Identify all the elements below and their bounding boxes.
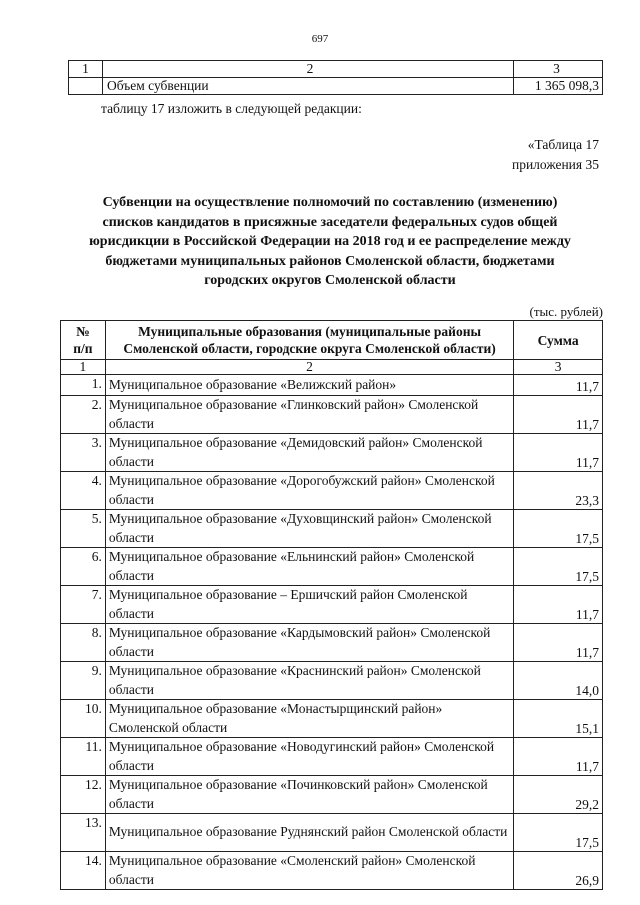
row-municipality: Муниципальное образование «Смоленский район» Смоленской области [105, 852, 513, 890]
row-sum: 17,5 [514, 510, 603, 548]
table-row [61, 662, 603, 700]
column-index-2: 2 [105, 360, 513, 375]
row-number: 8. [61, 624, 106, 662]
row-municipality: Муниципальное образование «Кардымовский район» Смоленской области [105, 624, 513, 662]
header-col-2: 2 [103, 61, 514, 78]
continued-table-row [69, 78, 603, 95]
row-number: 9. [61, 662, 106, 700]
empty-cell [69, 78, 103, 95]
table-row [61, 375, 603, 396]
row-sum: 11,7 [514, 624, 603, 662]
row-municipality: Муниципальное образование «Духовщинский район» Смоленской области [105, 510, 513, 548]
row-number: 6. [61, 548, 106, 586]
subvention-volume-label: Объем субвенции [103, 78, 514, 95]
page-number: 697 [311, 33, 329, 45]
table-row [61, 396, 603, 434]
header-municipality-line1: Муниципальные образования (муниципальные районы [138, 324, 482, 339]
row-sum: 15,1 [514, 700, 603, 738]
row-sum: 11,7 [514, 434, 603, 472]
table-row [61, 586, 603, 624]
title-line: бюджетами муниципальных районов Смоленской области, бюджетами [105, 253, 555, 269]
header-sum: Сумма [514, 321, 603, 360]
table-row [61, 814, 603, 852]
table-row [61, 548, 603, 586]
row-number: 14. [61, 852, 106, 890]
table-header-row [61, 321, 603, 360]
row-number: 7. [61, 586, 106, 624]
continued-table [68, 60, 603, 95]
title-line: списков кандидатов в присяжные заседатели федеральных судов общей [102, 214, 558, 230]
row-number: 10. [61, 700, 106, 738]
header-col-1: 1 [69, 61, 103, 78]
appendix-reference: приложения 35 [511, 157, 599, 172]
row-number: 4. [61, 472, 106, 510]
table-reference: «Таблица 17 [527, 137, 599, 152]
table-row [61, 776, 603, 814]
document-title [60, 193, 600, 291]
row-sum: 11,7 [514, 396, 603, 434]
table-row [61, 472, 603, 510]
row-sum: 14,0 [514, 662, 603, 700]
row-sum: 17,5 [514, 548, 603, 586]
title-line: Субвенции на осуществление полномочий по составлению (изменению) [102, 195, 558, 210]
row-number: 11. [61, 738, 106, 776]
title-line: юрисдикции в Российской Федерации на 2018 год и ее распределение между [89, 234, 571, 249]
row-municipality: Муниципальное образование «Демидовский район» Смоленской области [105, 434, 513, 472]
column-index-1: 1 [61, 360, 106, 375]
row-sum: 29,2 [514, 776, 603, 814]
row-municipality: Муниципальное образование «Велижский район» [105, 375, 513, 396]
row-number: 5. [61, 510, 106, 548]
title-line: городских округов Смоленской области [204, 273, 456, 288]
row-municipality: Муниципальное образование «Починковский район» Смоленской области [105, 776, 513, 814]
row-municipality: Муниципальное образование «Краснинский район» Смоленской области [105, 662, 513, 700]
header-municipality-line2: Смоленской области, городские округа Смоленской области) [123, 341, 496, 356]
row-number: 1. [61, 375, 106, 396]
row-sum: 23,3 [514, 472, 603, 510]
table-row [61, 738, 603, 776]
units-label: (тыс. рублей) [529, 304, 603, 319]
table-row [61, 624, 603, 662]
row-municipality: Муниципальное образование «Новодугинский район» Смоленской области [105, 738, 513, 776]
row-number: 2. [61, 396, 106, 434]
table-row [61, 700, 603, 738]
column-index-row [61, 360, 603, 375]
row-municipality: Муниципальное образование «Глинковский район» Смоленской области [105, 396, 513, 434]
column-index-3: 3 [514, 360, 603, 375]
row-number: 3. [61, 434, 106, 472]
row-municipality: Муниципальное образование – Ершичский район Смоленской области [105, 586, 513, 624]
subvention-volume-value: 1 365 098,3 [514, 78, 603, 95]
header-col-3: 3 [514, 61, 603, 78]
intro-text: таблицу 17 изложить в следующей редакции: [101, 101, 362, 116]
row-number: 13. [61, 814, 106, 852]
header-number-line2: п/п [73, 341, 93, 356]
row-sum: 11,7 [514, 586, 603, 624]
row-municipality: Муниципальное образование «Дорогобужский район» Смоленской области [105, 472, 513, 510]
continued-table-header [69, 61, 603, 78]
header-number [61, 321, 106, 360]
row-municipality: Муниципальное образование Руднянский район Смоленской области [105, 814, 513, 852]
row-sum: 11,7 [514, 375, 603, 396]
header-municipality [105, 321, 513, 360]
header-number-line1: № [76, 324, 90, 339]
table-row [61, 434, 603, 472]
subventions-table [60, 320, 603, 890]
row-municipality: Муниципальное образование «Ельнинский район» Смоленской области [105, 548, 513, 586]
row-municipality: Муниципальное образование «Монастырщинский район» Смоленской области [105, 700, 513, 738]
row-sum: 17,5 [514, 814, 603, 852]
row-number: 12. [61, 776, 106, 814]
table-row [61, 510, 603, 548]
row-sum: 11,7 [514, 738, 603, 776]
table-row [61, 852, 603, 890]
row-sum: 26,9 [514, 852, 603, 890]
